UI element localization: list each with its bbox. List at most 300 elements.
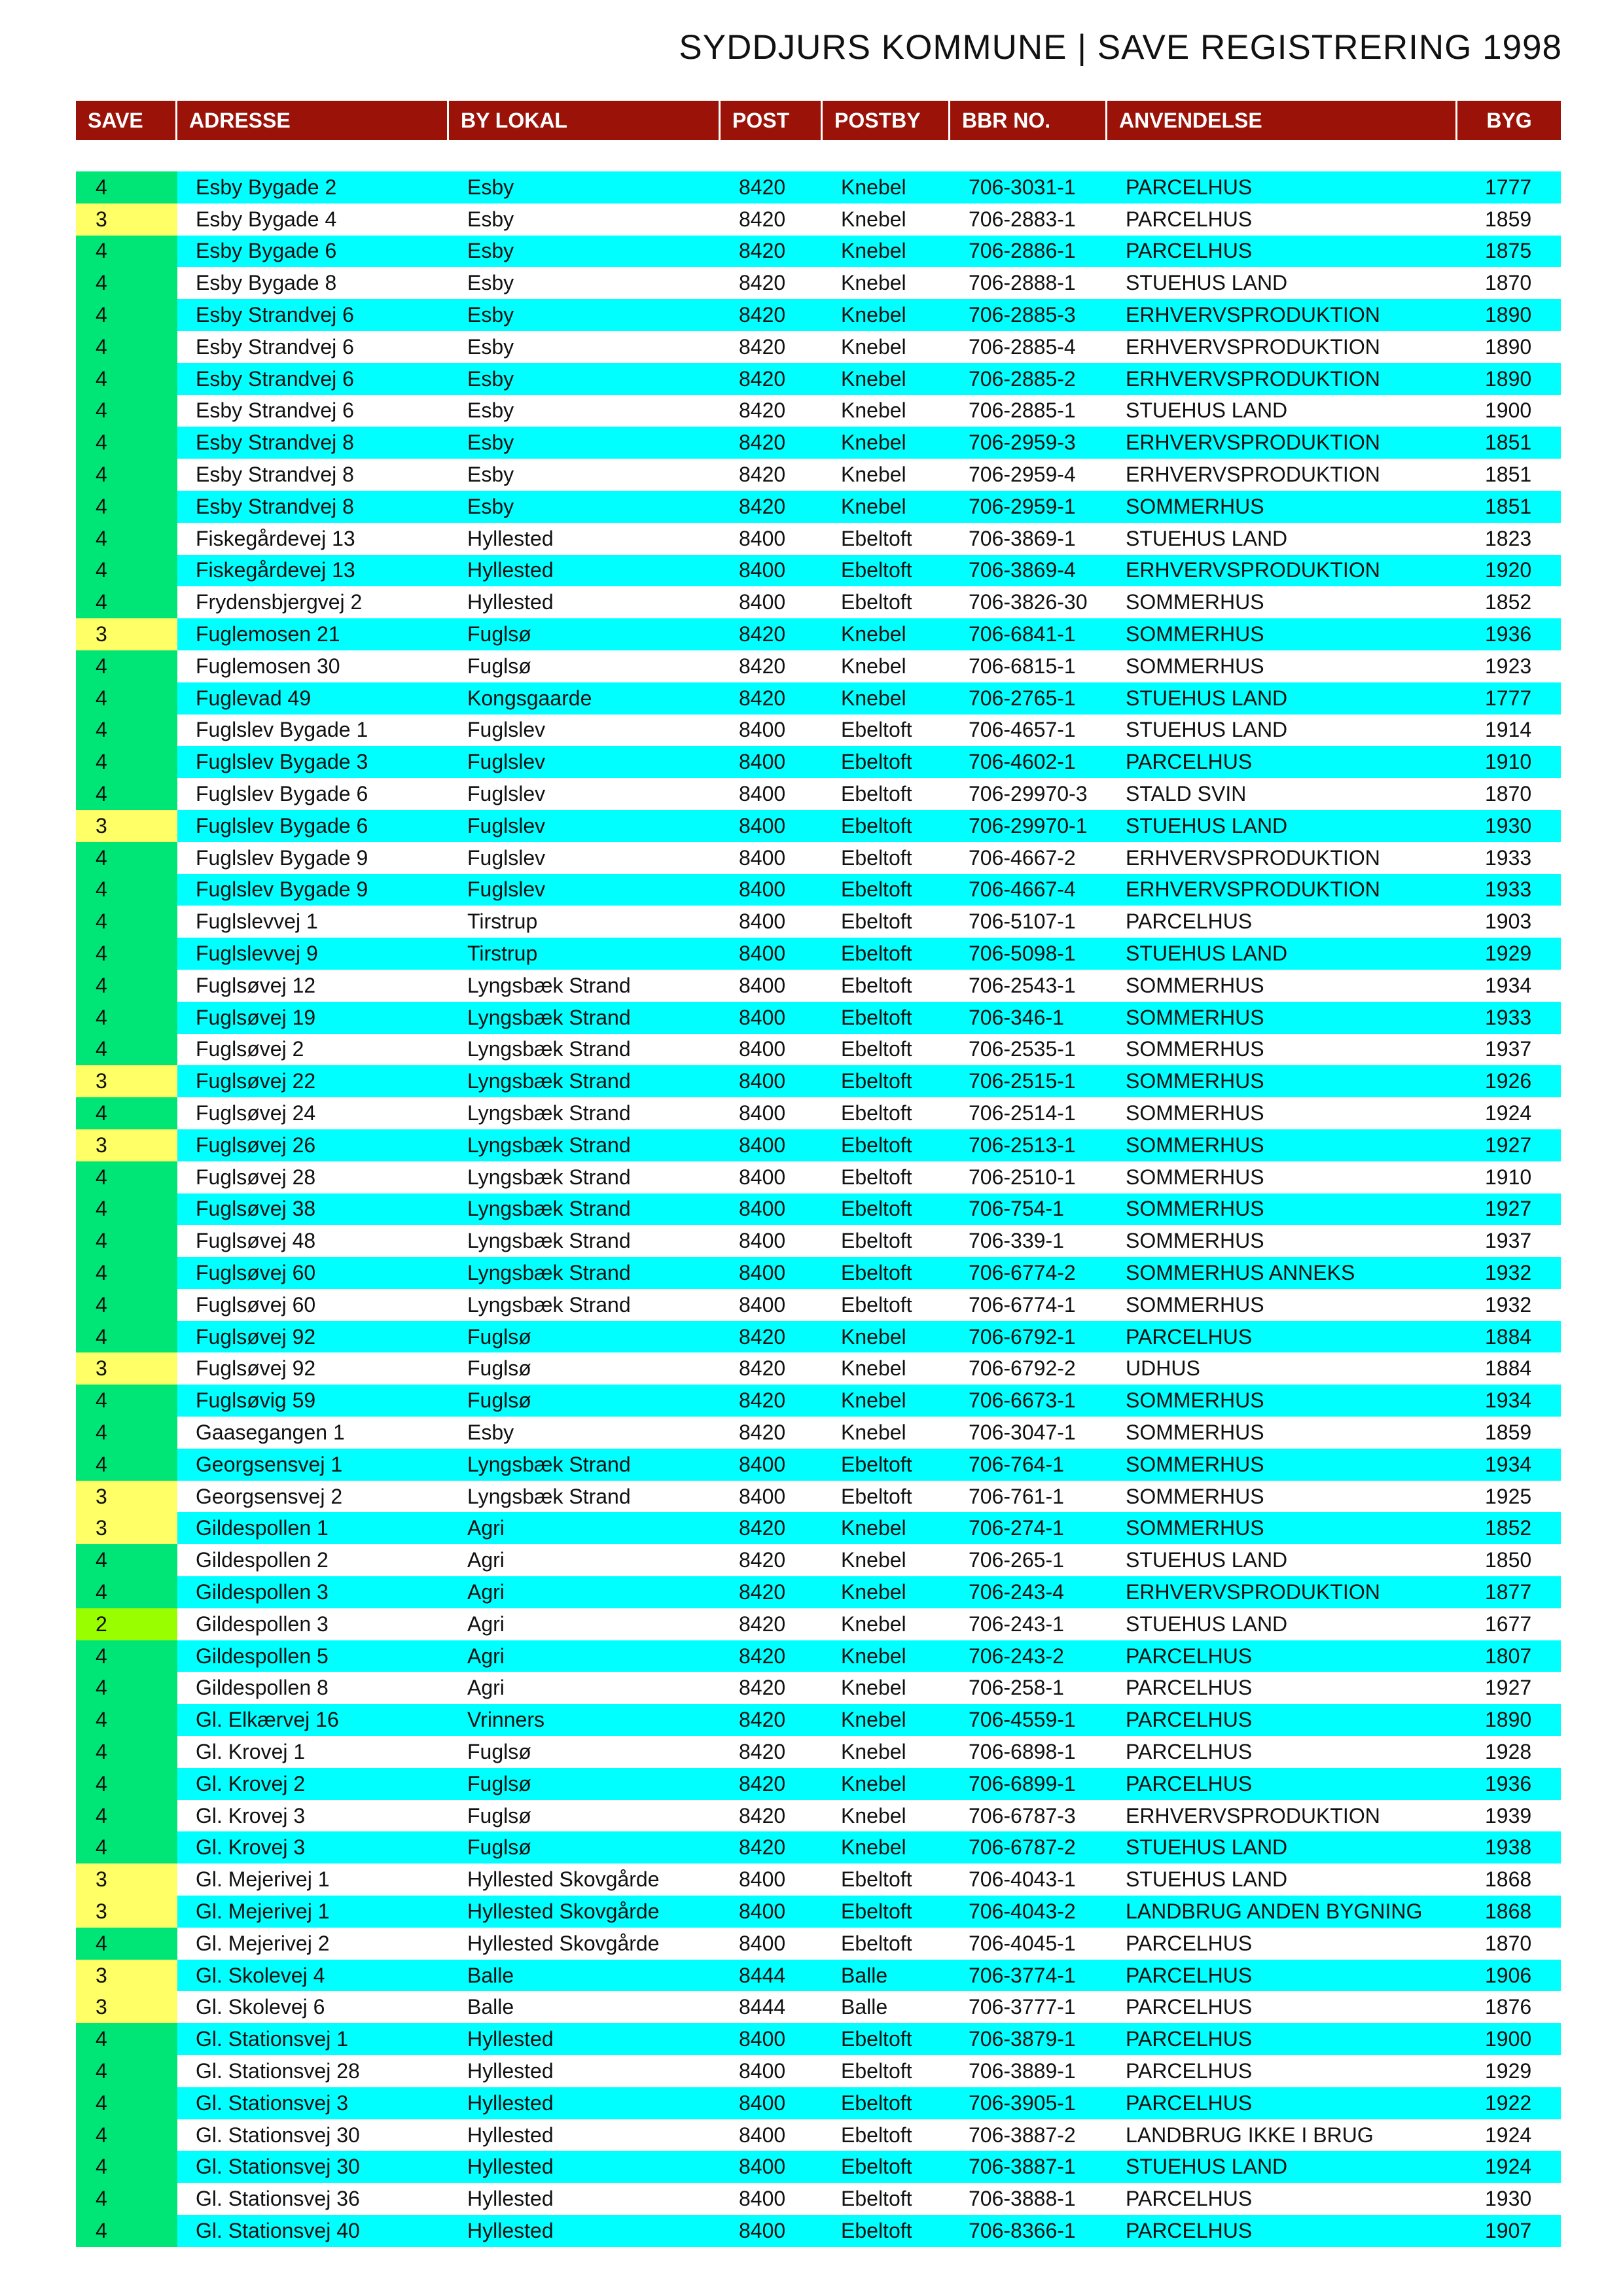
adresse-cell: Fuglslevvej 9 <box>196 942 318 966</box>
post-cell: 8420 <box>739 1356 786 1381</box>
postby-cell: Knebel <box>841 1803 906 1828</box>
bbr-no-cell: 706-3879-1 <box>969 2027 1076 2051</box>
byg-cell: 1850 <box>1485 1548 1532 1572</box>
by-lokal-cell: Agri <box>467 1612 505 1636</box>
table-row <box>76 1672 1561 1704</box>
bbr-no-cell: 706-2510-1 <box>969 1165 1076 1189</box>
postby-cell: Knebel <box>841 366 906 391</box>
post-cell: 8400 <box>739 1229 786 1253</box>
save-cell: 4 <box>76 427 177 459</box>
save-cell: 4 <box>76 299 177 331</box>
postby-cell: Knebel <box>841 1548 906 1572</box>
post-cell: 8420 <box>739 271 786 295</box>
postby-cell: Knebel <box>841 622 906 646</box>
postby-cell: Ebeltoft <box>841 845 912 870</box>
table-row <box>76 491 1561 523</box>
byg-cell: 1823 <box>1485 526 1532 550</box>
post-cell: 8400 <box>739 2187 786 2211</box>
post-cell: 8400 <box>739 1867 786 1892</box>
table-row <box>76 267 1561 299</box>
save-cell: 4 <box>76 2151 177 2183</box>
by-lokal-cell: Hyllested <box>467 2123 554 2147</box>
postby-cell: Ebeltoft <box>841 2218 912 2242</box>
bbr-no-cell: 706-3889-1 <box>969 2058 1076 2083</box>
bbr-no-cell: 706-6673-1 <box>969 1388 1076 1413</box>
post-cell: 8420 <box>739 686 786 710</box>
anvendelse-cell: STUEHUS LAND <box>1126 813 1288 838</box>
anvendelse-cell: SOMMERHUS <box>1126 1388 1264 1413</box>
save-cell: 3 <box>76 1863 177 1896</box>
postby-cell: Knebel <box>841 334 906 359</box>
save-cell: 4 <box>76 523 177 555</box>
postby-cell: Balle <box>841 1963 888 1987</box>
postby-cell: Knebel <box>841 1676 906 1700</box>
anvendelse-cell: SOMMERHUS <box>1126 973 1264 997</box>
postby-cell: Knebel <box>841 1835 906 1860</box>
anvendelse-cell: STUEHUS LAND <box>1126 526 1288 550</box>
post-cell: 8400 <box>739 845 786 870</box>
by-lokal-cell: Agri <box>467 1580 505 1604</box>
postby-cell: Ebeltoft <box>841 1165 912 1189</box>
by-lokal-cell: Hyllested <box>467 558 554 582</box>
adresse-cell: Fuglslev Bygade 6 <box>196 782 368 806</box>
by-lokal-cell: Hyllested <box>467 2091 554 2115</box>
adresse-cell: Fuglemosen 21 <box>196 622 340 646</box>
save-cell: 4 <box>76 1289 177 1321</box>
save-cell: 4 <box>76 1034 177 1066</box>
byg-cell: 1939 <box>1485 1803 1532 1828</box>
by-lokal-cell: Fuglsø <box>467 1388 531 1413</box>
column-header-post: POST <box>721 101 823 140</box>
save-cell: 4 <box>76 778 177 810</box>
anvendelse-cell: SOMMERHUS <box>1126 590 1264 614</box>
by-lokal-cell: Hyllested Skovgårde <box>467 1899 660 1923</box>
table-row <box>76 1768 1561 1800</box>
save-cell: 4 <box>76 1640 177 1672</box>
by-lokal-cell: Hyllested <box>467 2027 554 2051</box>
byg-cell: 1900 <box>1485 398 1532 423</box>
byg-cell: 1923 <box>1485 654 1532 678</box>
save-cell: 3 <box>76 1960 177 1992</box>
save-cell: 4 <box>76 650 177 682</box>
adresse-cell: Gildespollen 5 <box>196 1644 329 1668</box>
adresse-cell: Fuglsøvej 38 <box>196 1197 316 1221</box>
table-row <box>76 1960 1561 1992</box>
by-lokal-cell: Fuglslev <box>467 813 546 838</box>
adresse-cell: Gl. Stationsvej 36 <box>196 2187 360 2211</box>
byg-cell: 1922 <box>1485 2091 1532 2115</box>
table-row <box>76 1449 1561 1481</box>
bbr-no-cell: 706-4043-1 <box>969 1867 1076 1892</box>
adresse-cell: Gl. Krovej 3 <box>196 1803 306 1828</box>
post-cell: 8420 <box>739 366 786 391</box>
anvendelse-cell: STUEHUS LAND <box>1126 686 1288 710</box>
adresse-cell: Fuglsøvej 2 <box>196 1037 304 1061</box>
byg-cell: 1884 <box>1485 1324 1532 1349</box>
table-row <box>76 715 1561 747</box>
bbr-no-cell: 706-2888-1 <box>969 271 1076 295</box>
bbr-no-cell: 706-2885-1 <box>969 398 1076 423</box>
postby-cell: Ebeltoft <box>841 1197 912 1221</box>
by-lokal-cell: Esby <box>467 271 514 295</box>
post-cell: 8400 <box>739 1133 786 1157</box>
byg-cell: 1910 <box>1485 750 1532 774</box>
postby-cell: Knebel <box>841 207 906 231</box>
adresse-cell: Gl. Mejerivej 2 <box>196 1931 330 1955</box>
adresse-cell: Esby Bygade 6 <box>196 239 337 263</box>
postby-cell: Knebel <box>841 1324 906 1349</box>
anvendelse-cell: PARCELHUS <box>1126 2027 1253 2051</box>
table-row <box>76 1097 1561 1129</box>
anvendelse-cell: PARCELHUS <box>1126 1963 1253 1987</box>
table-row <box>76 299 1561 331</box>
byg-cell: 1907 <box>1485 2218 1532 2242</box>
post-cell: 8400 <box>739 590 786 614</box>
save-cell: 4 <box>76 1097 177 1129</box>
post-cell: 8420 <box>739 1644 786 1668</box>
save-cell: 4 <box>76 459 177 491</box>
byg-cell: 1914 <box>1485 718 1532 742</box>
table-row <box>76 1512 1561 1544</box>
bbr-no-cell: 706-761-1 <box>969 1484 1064 1508</box>
post-cell: 8420 <box>739 1580 786 1604</box>
by-lokal-cell: Tirstrup <box>467 942 538 966</box>
by-lokal-cell: Hyllested <box>467 526 554 550</box>
save-cell: 4 <box>76 2087 177 2119</box>
adresse-cell: Fuglslev Bygade 3 <box>196 750 368 774</box>
column-header-save: SAVE <box>76 101 177 140</box>
post-cell: 8400 <box>739 1005 786 1029</box>
byg-cell: 1859 <box>1485 1420 1532 1444</box>
post-cell: 8400 <box>739 1452 786 1476</box>
byg-cell: 1868 <box>1485 1867 1532 1892</box>
save-cell: 4 <box>76 363 177 395</box>
by-lokal-cell: Lyngsbæk Strand <box>467 1260 631 1284</box>
bbr-no-cell: 706-4043-2 <box>969 1899 1076 1923</box>
byg-cell: 1934 <box>1485 973 1532 997</box>
adresse-cell: Fuglsøvej 92 <box>196 1324 316 1349</box>
column-header-postby: POSTBY <box>823 101 950 140</box>
byg-cell: 1859 <box>1485 207 1532 231</box>
by-lokal-cell: Hyllested <box>467 2155 554 2179</box>
byg-cell: 1903 <box>1485 910 1532 934</box>
postby-cell: Knebel <box>841 271 906 295</box>
save-cell: 3 <box>76 1481 177 1513</box>
post-cell: 8420 <box>739 1388 786 1413</box>
anvendelse-cell: SOMMERHUS <box>1126 1516 1264 1540</box>
byg-cell: 1920 <box>1485 558 1532 582</box>
adresse-cell: Esby Bygade 2 <box>196 175 337 199</box>
anvendelse-cell: PARCELHUS <box>1126 2218 1253 2242</box>
post-cell: 8420 <box>739 1516 786 1540</box>
save-cell: 4 <box>76 1449 177 1481</box>
by-lokal-cell: Kongsgaarde <box>467 686 592 710</box>
column-header-byg: BYG <box>1486 108 1532 132</box>
anvendelse-cell: PARCELHUS <box>1126 239 1253 263</box>
bbr-no-cell: 706-4657-1 <box>969 718 1076 742</box>
adresse-cell: Fuglslevvej 1 <box>196 910 318 934</box>
save-cell: 4 <box>76 555 177 587</box>
by-lokal-cell: Fuglslev <box>467 750 546 774</box>
postby-cell: Knebel <box>841 1420 906 1444</box>
anvendelse-cell: STUEHUS LAND <box>1126 271 1288 295</box>
postby-cell: Ebeltoft <box>841 1899 912 1923</box>
adresse-cell: Fiskegårdevej 13 <box>196 558 355 582</box>
by-lokal-cell: Fuglslev <box>467 877 546 902</box>
byg-cell: 1851 <box>1485 431 1532 455</box>
post-cell: 8400 <box>739 1165 786 1189</box>
postby-cell: Knebel <box>841 686 906 710</box>
table-row <box>76 1704 1561 1736</box>
table-row <box>76 1863 1561 1896</box>
table-row <box>76 523 1561 555</box>
table-row <box>76 938 1561 970</box>
byg-cell: 1868 <box>1485 1899 1532 1923</box>
adresse-cell: Gl. Mejerivej 1 <box>196 1867 330 1892</box>
table-row <box>76 331 1561 363</box>
postby-cell: Ebeltoft <box>841 1867 912 1892</box>
adresse-cell: Georgsensvej 1 <box>196 1452 343 1476</box>
bbr-no-cell: 706-346-1 <box>969 1005 1064 1029</box>
postby-cell: Ebeltoft <box>841 1260 912 1284</box>
postby-cell: Ebeltoft <box>841 1452 912 1476</box>
byg-cell: 1932 <box>1485 1260 1532 1284</box>
table-row <box>76 1736 1561 1768</box>
postby-cell: Ebeltoft <box>841 910 912 934</box>
bbr-no-cell: 706-3869-1 <box>969 526 1076 550</box>
page-title: SYDDJURS KOMMUNE | SAVE REGISTRERING 1998 <box>679 28 1562 67</box>
anvendelse-cell: STALD SVIN <box>1126 782 1247 806</box>
anvendelse-cell: ERHVERVSPRODUKTION <box>1126 845 1380 870</box>
bbr-no-cell: 706-4045-1 <box>969 1931 1076 1955</box>
by-lokal-cell: Hyllested <box>467 2218 554 2242</box>
post-cell: 8400 <box>739 1197 786 1221</box>
bbr-no-cell: 706-2535-1 <box>969 1037 1076 1061</box>
postby-cell: Ebeltoft <box>841 750 912 774</box>
adresse-cell: Fuglslev Bygade 9 <box>196 845 368 870</box>
post-cell: 8420 <box>739 1803 786 1828</box>
adresse-cell: Esby Strandvej 8 <box>196 463 354 487</box>
byg-cell: 1937 <box>1485 1037 1532 1061</box>
post-cell: 8444 <box>739 1963 786 1987</box>
anvendelse-cell: SOMMERHUS <box>1126 1005 1264 1029</box>
byg-cell: 1870 <box>1485 271 1532 295</box>
post-cell: 8400 <box>739 1292 786 1316</box>
byg-cell: 1927 <box>1485 1133 1532 1157</box>
bbr-no-cell: 706-3047-1 <box>969 1420 1076 1444</box>
adresse-cell: Fuglsøvig 59 <box>196 1388 316 1413</box>
postby-cell: Knebel <box>841 303 906 327</box>
postby-cell: Knebel <box>841 1739 906 1763</box>
post-cell: 8420 <box>739 239 786 263</box>
byg-cell: 1910 <box>1485 1165 1532 1189</box>
byg-cell: 1933 <box>1485 1005 1532 1029</box>
by-lokal-cell: Lyngsbæk Strand <box>467 1133 631 1157</box>
byg-cell: 1928 <box>1485 1739 1532 1763</box>
anvendelse-cell: PARCELHUS <box>1126 1324 1253 1349</box>
adresse-cell: Esby Strandvej 6 <box>196 398 354 423</box>
table-row <box>76 1321 1561 1353</box>
post-cell: 8400 <box>739 2027 786 2051</box>
save-cell: 4 <box>76 1385 177 1417</box>
byg-cell: 1930 <box>1485 813 1532 838</box>
adresse-cell: Gl. Skolevej 6 <box>196 1995 325 2019</box>
bbr-no-cell: 706-5098-1 <box>969 942 1076 966</box>
by-lokal-cell: Fuglsø <box>467 654 531 678</box>
table-row <box>76 2119 1561 2151</box>
byg-cell: 1930 <box>1485 2187 1532 2211</box>
table-row <box>76 363 1561 395</box>
anvendelse-cell: PARCELHUS <box>1126 1644 1253 1668</box>
by-lokal-cell: Lyngsbæk Strand <box>467 1197 631 1221</box>
adresse-cell: Gl. Krovej 2 <box>196 1771 306 1795</box>
adresse-cell: Gildespollen 3 <box>196 1612 329 1636</box>
byg-cell: 1890 <box>1485 334 1532 359</box>
bbr-no-cell: 706-6774-2 <box>969 1260 1076 1284</box>
adresse-cell: Fuglsøvej 92 <box>196 1356 316 1381</box>
adresse-cell: Fuglslev Bygade 1 <box>196 718 368 742</box>
by-lokal-cell: Fuglslev <box>467 845 546 870</box>
bbr-no-cell: 706-3031-1 <box>969 175 1076 199</box>
post-cell: 8420 <box>739 175 786 199</box>
anvendelse-cell: PARCELHUS <box>1126 750 1253 774</box>
postby-cell: Knebel <box>841 463 906 487</box>
anvendelse-cell: SOMMERHUS <box>1126 1292 1264 1316</box>
byg-cell: 1875 <box>1485 239 1532 263</box>
byg-cell: 1677 <box>1485 1612 1532 1636</box>
anvendelse-cell: ERHVERVSPRODUKTION <box>1126 431 1380 455</box>
post-cell: 8400 <box>739 1101 786 1125</box>
byg-cell: 1934 <box>1485 1452 1532 1476</box>
post-cell: 8420 <box>739 494 786 518</box>
postby-cell: Knebel <box>841 1356 906 1381</box>
adresse-cell: Fuglslev Bygade 9 <box>196 877 368 902</box>
by-lokal-cell: Fuglsø <box>467 1803 531 1828</box>
table-row <box>76 2151 1561 2183</box>
bbr-no-cell: 706-2885-4 <box>969 334 1076 359</box>
anvendelse-cell: STUEHUS LAND <box>1126 1835 1288 1860</box>
bbr-no-cell: 706-243-2 <box>969 1644 1064 1668</box>
table-row <box>76 1928 1561 1960</box>
save-cell: 4 <box>76 970 177 1002</box>
anvendelse-cell: SOMMERHUS <box>1126 1484 1264 1508</box>
save-cell: 4 <box>76 1544 177 1576</box>
table-row <box>76 1289 1561 1321</box>
anvendelse-cell: SOMMERHUS <box>1126 1133 1264 1157</box>
postby-cell: Ebeltoft <box>841 1931 912 1955</box>
adresse-cell: Gl. Krovej 3 <box>196 1835 306 1860</box>
table-row <box>76 2023 1561 2055</box>
post-cell: 8400 <box>739 2058 786 2083</box>
anvendelse-cell: PARCELHUS <box>1126 175 1253 199</box>
anvendelse-cell: SOMMERHUS <box>1126 1452 1264 1476</box>
post-cell: 8400 <box>739 877 786 902</box>
save-cell: 4 <box>76 2183 177 2215</box>
save-cell: 4 <box>76 1576 177 1608</box>
bbr-no-cell: 706-6792-2 <box>969 1356 1076 1381</box>
byg-cell: 1924 <box>1485 1101 1532 1125</box>
bbr-no-cell: 706-339-1 <box>969 1229 1064 1253</box>
adresse-cell: Gaasegangen 1 <box>196 1420 345 1444</box>
table-row <box>76 1831 1561 1863</box>
byg-cell: 1876 <box>1485 1995 1532 2019</box>
bbr-no-cell: 706-3774-1 <box>969 1963 1076 1987</box>
post-cell: 8420 <box>739 1548 786 1572</box>
anvendelse-cell: PARCELHUS <box>1126 1931 1253 1955</box>
postby-cell: Ebeltoft <box>841 1292 912 1316</box>
by-lokal-cell: Lyngsbæk Strand <box>467 1101 631 1125</box>
save-registry-table <box>76 101 1561 2247</box>
post-cell: 8400 <box>739 526 786 550</box>
adresse-cell: Gl. Stationsvej 3 <box>196 2091 348 2115</box>
byg-cell: 1936 <box>1485 1771 1532 1795</box>
anvendelse-cell: PARCELHUS <box>1126 910 1253 934</box>
adresse-cell: Fuglslev Bygade 6 <box>196 813 368 838</box>
post-cell: 8420 <box>739 398 786 423</box>
post-cell: 8400 <box>739 813 786 838</box>
post-cell: 8400 <box>739 782 786 806</box>
save-cell: 4 <box>76 2023 177 2055</box>
by-lokal-cell: Fuglsø <box>467 622 531 646</box>
bbr-no-cell: 706-5107-1 <box>969 910 1076 934</box>
anvendelse-cell: STUEHUS LAND <box>1126 718 1288 742</box>
postby-cell: Ebeltoft <box>841 558 912 582</box>
adresse-cell: Fuglsøvej 19 <box>196 1005 316 1029</box>
post-cell: 8420 <box>739 1420 786 1444</box>
save-cell: 4 <box>76 2119 177 2151</box>
post-cell: 8400 <box>739 1899 786 1923</box>
table-row <box>76 1481 1561 1513</box>
bbr-no-cell: 706-764-1 <box>969 1452 1064 1476</box>
anvendelse-cell: STUEHUS LAND <box>1126 2155 1288 2179</box>
postby-cell: Ebeltoft <box>841 590 912 614</box>
postby-cell: Ebeltoft <box>841 942 912 966</box>
byg-cell: 1890 <box>1485 303 1532 327</box>
save-cell: 4 <box>76 1672 177 1704</box>
postby-cell: Knebel <box>841 1644 906 1668</box>
table-row <box>76 842 1561 874</box>
byg-cell: 1924 <box>1485 2123 1532 2147</box>
anvendelse-cell: PARCELHUS <box>1126 1708 1253 1732</box>
anvendelse-cell: ERHVERVSPRODUKTION <box>1126 1803 1380 1828</box>
adresse-cell: Esby Bygade 8 <box>196 271 337 295</box>
table-row <box>76 970 1561 1002</box>
table-row <box>76 395 1561 427</box>
by-lokal-cell: Esby <box>467 239 514 263</box>
save-cell: 4 <box>76 236 177 268</box>
adresse-cell: Esby Strandvej 6 <box>196 334 354 359</box>
postby-cell: Ebeltoft <box>841 2058 912 2083</box>
by-lokal-cell: Tirstrup <box>467 910 538 934</box>
table-row <box>76 1576 1561 1608</box>
save-cell: 4 <box>76 842 177 874</box>
column-header-by-lokal: BY LOKAL <box>449 101 721 140</box>
postby-cell: Knebel <box>841 1612 906 1636</box>
byg-cell: 1932 <box>1485 1292 1532 1316</box>
bbr-no-cell: 706-8366-1 <box>969 2218 1076 2242</box>
bbr-no-cell: 706-2514-1 <box>969 1101 1076 1125</box>
byg-cell: 1851 <box>1485 463 1532 487</box>
post-cell: 8420 <box>739 303 786 327</box>
by-lokal-cell: Esby <box>467 431 514 455</box>
save-cell: 3 <box>76 1129 177 1161</box>
anvendelse-cell: PARCELHUS <box>1126 1676 1253 1700</box>
save-cell: 4 <box>76 746 177 778</box>
post-cell: 8400 <box>739 1260 786 1284</box>
post-cell: 8400 <box>739 973 786 997</box>
save-cell: 3 <box>76 1065 177 1097</box>
anvendelse-cell: SOMMERHUS <box>1126 1229 1264 1253</box>
